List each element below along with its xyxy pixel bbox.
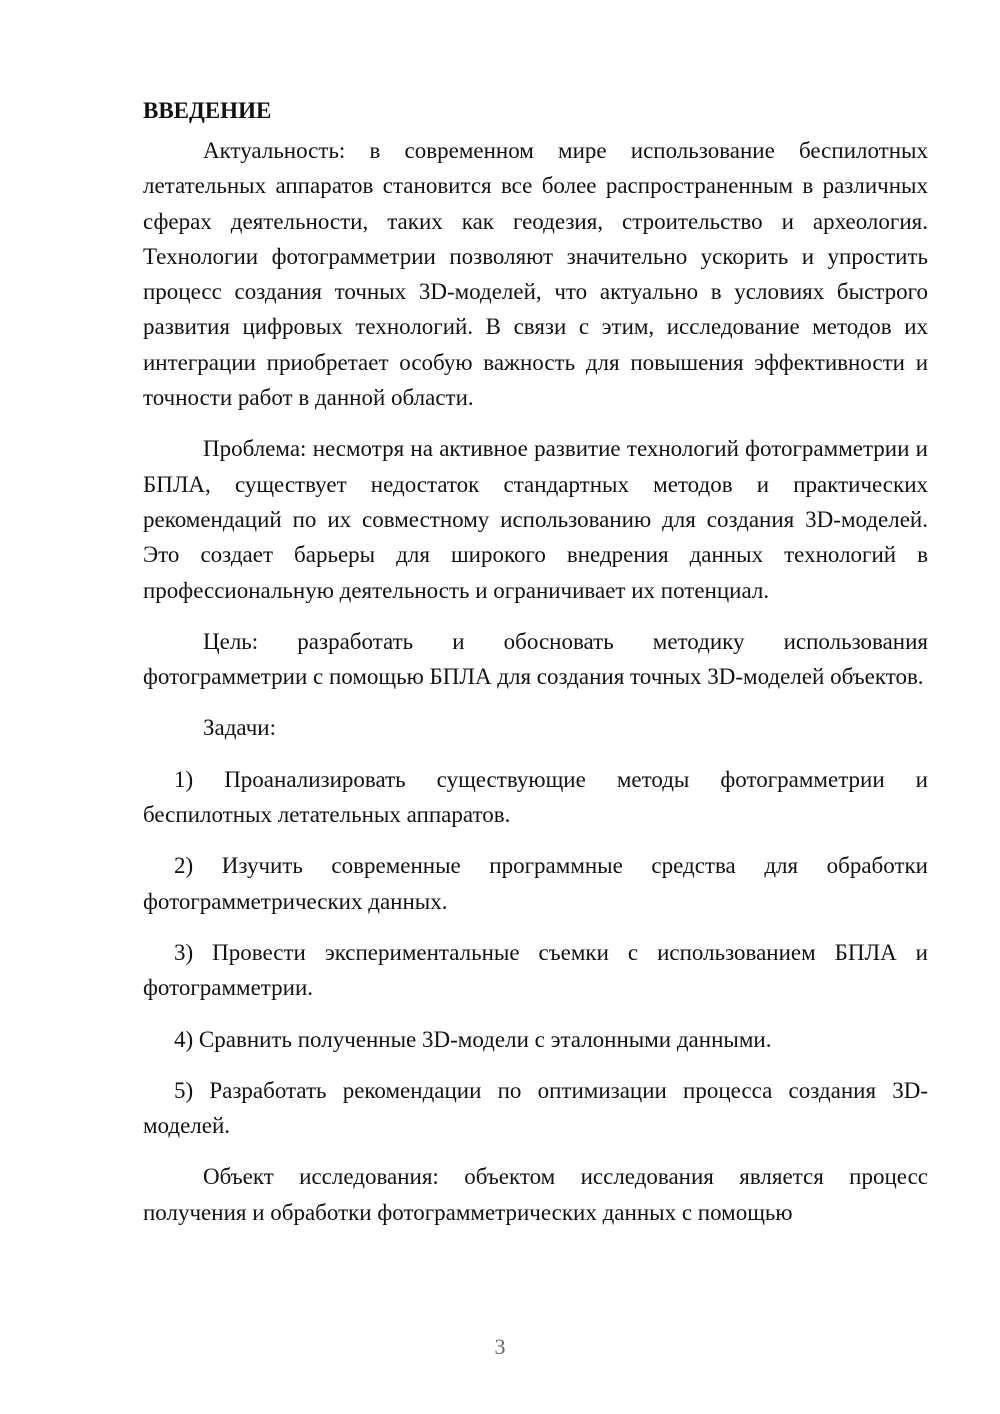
- task-item: 3) Провести экспериментальные съемки с использованием БПЛА и фотограмметрии.: [143, 939, 928, 1001]
- page-content: [143, 93, 928, 1246]
- task-item: 1) Проанализировать существующие методы фотограмметрии и беспилотных летательных аппаратов.: [143, 766, 928, 828]
- page-number: 3: [494, 1334, 506, 1359]
- relevance-paragraph: Актуальность: в современном мире использование беспилотных летательных аппаратов становится все более распространенным в различных сферах деятельности, таких как геодезия, строительство и археология. Технологии фотограмметрии позволяют значительно ускорить и упростить процесс создания точных 3D-моделей, что актуально в условиях быстрого развития цифровых технологий. В связи с этим, исследование методов их интеграции приобретает особую важность для повышения эффективности и точности работ в данной области.: [143, 138, 928, 411]
- task-item: 5) Разработать рекомендации по оптимизации процесса создания 3D-моделей.: [143, 1077, 928, 1139]
- goal-paragraph: Цель: разработать и обосновать методику использования фотограмметрии с помощью БПЛА для создания точных 3D-моделей объектов.: [143, 628, 928, 690]
- task-item: 2) Изучить современные программные средства для обработки фотограмметрических данных.: [143, 853, 928, 914]
- problem-paragraph: Проблема: несмотря на активное развитие технологий фотограмметрии и БПЛА, существует недостаток стандартных методов и практических рекомендаций по их совместному использованию для создания 3D-моделей. Это создает барьеры для широкого внедрения данных технологий в профессиональную деятельность и ограничивает их потенциал.: [143, 436, 928, 603]
- section-title: ВВЕДЕНИЕ: [143, 98, 272, 123]
- tasks-heading: Задачи:: [203, 715, 276, 741]
- task-item: 4) Сравнить полученные 3D-модели с эталонными данными.: [174, 1026, 772, 1052]
- object-paragraph: Объект исследования: объектом исследования является процесс получения и обработки фотограмметрических данных с помощью: [143, 1164, 928, 1225]
